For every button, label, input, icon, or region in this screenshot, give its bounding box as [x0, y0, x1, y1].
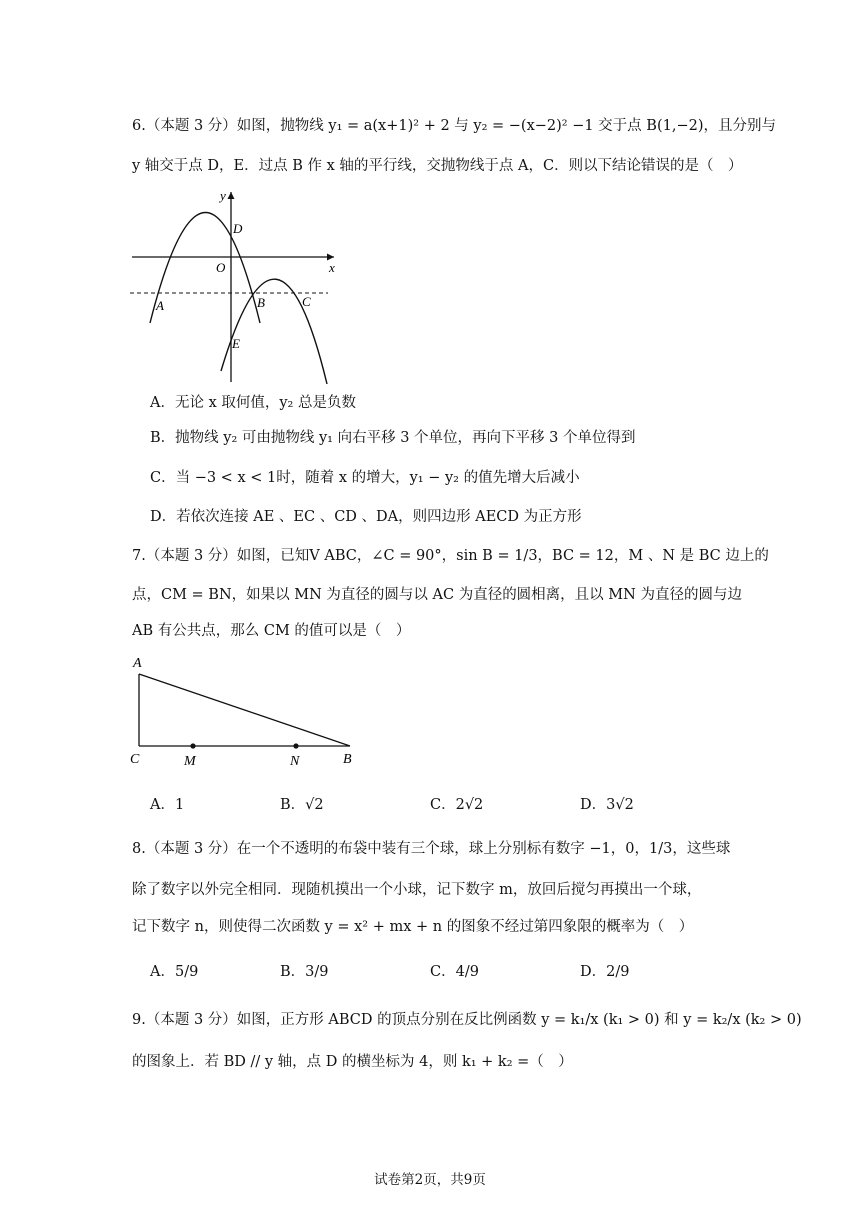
- q6-label-y: y: [220, 188, 226, 203]
- q6-label-B: B: [257, 295, 265, 310]
- q8-option-a: A．5/9: [150, 964, 199, 980]
- q6-option-b: B．抛物线 y₂ 可由抛物线 y₁ 向右平移 3 个单位，再向下平移 3 个单位得到: [150, 430, 636, 446]
- q7-label-B: B: [343, 752, 352, 767]
- q6-label-O: O: [216, 260, 226, 275]
- q7-label-A: A: [133, 656, 142, 671]
- q7-label-N: N: [290, 754, 300, 769]
- q7-stem-line2: 点，CM = BN，如果以 MN 为直径的圆与以 AC 为直径的圆相离，且以 MN 为直径的圆与边: [132, 587, 742, 603]
- q6-label-x: x: [329, 260, 335, 275]
- q7-label-C: C: [130, 752, 140, 767]
- q6-label-D: D: [233, 221, 243, 236]
- q7-point-m: [190, 743, 195, 748]
- q6-option-d: D．若依次连接 AE 、EC 、CD 、DA，则四边形 AECD 为正方形: [150, 509, 582, 525]
- q9-stem-line2: 的图象上．若 BD // y 轴，点 D 的横坐标为 4，则 k₁ + k₂ =（ ）: [132, 1054, 573, 1070]
- q7-option-d: D．3√2: [580, 797, 634, 813]
- q7-label-M: M: [184, 754, 196, 769]
- q8-option-c: C．4/9: [430, 964, 479, 980]
- q6-stem-line1: 6.（本题 3 分）如图，抛物线 y₁ = a(x+1)² + 2 与 y₂ = −(x−2)² −1 交于点 B(1,−2)，且分别与: [132, 118, 776, 134]
- q6-label-E: E: [232, 336, 240, 351]
- q9-stem-line1: 9.（本题 3 分）如图，正方形 ABCD 的顶点分别在反比例函数 y = k₁/x (k₁ > 0) 和 y = k₂/x (k₂ > 0): [132, 1012, 802, 1028]
- q7-option-b: B．√2: [280, 797, 324, 813]
- q7-option-c: C．2√2: [430, 797, 484, 813]
- q7-stem-line3: AB 有公共点，那么 CM 的值可以是（ ）: [132, 623, 411, 639]
- q7-option-a: A．1: [150, 797, 185, 813]
- q6-parabola-figure: [128, 186, 348, 386]
- q6-label-C: C: [302, 294, 311, 309]
- q7-stem-line1: 7.（本题 3 分）如图，已知V ABC，∠C = 90°，sin B = 1/3，BC = 12，M 、N 是 BC 边上的: [132, 548, 769, 564]
- q7-point-n: [293, 743, 298, 748]
- q6-option-a: A．无论 x 取何值，y₂ 总是负数: [150, 395, 356, 411]
- q6-label-A: A: [156, 298, 164, 313]
- q6-option-c: C．当 −3 < x < 1时，随着 x 的增大，y₁ − y₂ 的值先增大后减小: [150, 470, 580, 486]
- q8-stem-line3: 记下数字 n，则使得二次函数 y = x² + mx + n 的图象不经过第四象限的概率为（ ）: [132, 919, 694, 935]
- page-footer: 试卷第2页，共9页: [374, 1172, 486, 1188]
- q7-triangle-figure: [126, 650, 366, 770]
- q6-stem-line2: y 轴交于点 D，E．过点 B 作 x 轴的平行线，交抛物线于点 A，C．则以下结论错误的是（ ）: [132, 158, 743, 174]
- q8-stem-line1: 8.（本题 3 分）在一个不透明的布袋中装有三个球，球上分别标有数字 −1，0，1/3，这些球: [132, 841, 731, 857]
- q8-option-d: D．2/9: [580, 964, 630, 980]
- q8-stem-line2: 除了数字以外完全相同．现随机摸出一个小球，记下数字 m，放回后搅匀再摸出一个球，: [132, 882, 702, 898]
- q8-option-b: B．3/9: [280, 964, 329, 980]
